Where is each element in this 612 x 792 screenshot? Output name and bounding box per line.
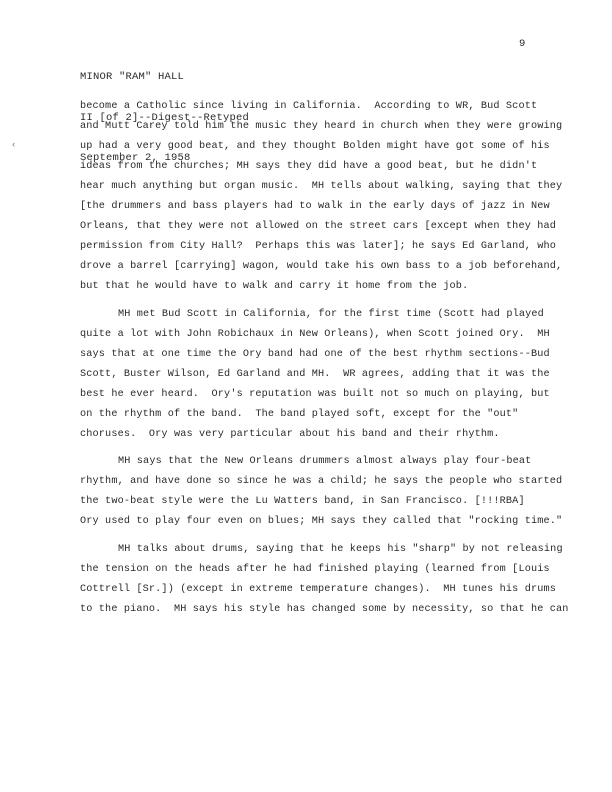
text-line: permission from City Hall? Perhaps this was later]; he says Ed Garland, who <box>80 241 557 252</box>
text-line: drove a barrel [carrying] wagon, would take his own bass to a job beforehand, <box>80 261 563 272</box>
header-date: September 2, 1958 <box>80 152 191 164</box>
paragraph-gap <box>80 297 580 305</box>
text-line: quite a lot with John Robichaux in New Orleans), when Scott joined Ory. MH <box>80 328 550 340</box>
paragraph <box>80 305 580 445</box>
paragraph-gap <box>80 532 580 540</box>
text-line: Scott, Buster Wilson, Ed Garland and MH. WR agrees, adding that it was the <box>80 368 550 380</box>
text-line: on the rhythm of the band. The band played soft, except for the "out" <box>80 408 519 420</box>
text-line: up had a very good beat, and they thought Bolden might have got some of his <box>80 141 550 152</box>
text-line: choruses. Ory was very particular about his band and their rhythm. <box>80 428 500 440</box>
paragraph <box>80 452 580 532</box>
header-subject: MINOR "RAM" HALL <box>80 71 185 83</box>
text-line: hear much anything but organ music. MH tells about walking, saying that they <box>80 181 563 192</box>
body-text <box>80 97 580 620</box>
text-line: rhythm, and have done so since he was a child; he says the people who started <box>80 476 563 487</box>
paragraph-gap <box>80 445 580 453</box>
text-line: the tension on the heads after he had finished playing (learned from [Louis <box>80 563 550 575</box>
margin-mark: ‹ <box>11 140 17 150</box>
text-line: MH talks about drums, saying that he keeps his "sharp" by not releasing <box>118 543 563 555</box>
text-line: but that he would have to walk and carry it home from the job. <box>80 281 469 292</box>
text-line: Cottrell [Sr.]) (except in extreme temperature changes). MH tunes his drums <box>80 583 557 595</box>
text-line: become a Catholic since living in California. According to WR, Bud Scott <box>80 101 538 112</box>
text-line: Ory used to play four even on blues; MH says they called that "rocking time." <box>80 516 563 527</box>
text-line: and Mutt Carey told him the music they heard in church when they were growing <box>80 121 563 132</box>
paragraph <box>80 540 580 620</box>
text-line: MH met Bud Scott in California, for the first time (Scott had played <box>118 308 544 320</box>
text-line: best he ever heard. Ory's reputation was built not so much on playing, but <box>80 388 550 400</box>
page-number: 9 <box>519 38 526 50</box>
text-line: the two-beat style were the Lu Watters band, in San Francisco. [!!!RBA] <box>80 496 525 507</box>
text-line: says that at one time the Ory band had one of the best rhythm sections--Bud <box>80 348 550 360</box>
text-line: [the drummers and bass players had to walk in the early days of jazz in New <box>80 201 550 212</box>
text-line: to the piano. MH says his style has changed some by necessity, so that he can <box>80 603 569 615</box>
text-line: Orleans, that they were not allowed on the street cars [except when they had <box>80 221 557 232</box>
text-line: MH says that the New Orleans drummers almost always play four-beat <box>118 456 532 467</box>
header-reel-info: II [of 2]--Digest--Retyped <box>80 111 250 124</box>
text-line: ideas from the churches; MH says they did have a good beat, but he didn't <box>80 161 538 172</box>
paragraph <box>80 97 580 297</box>
